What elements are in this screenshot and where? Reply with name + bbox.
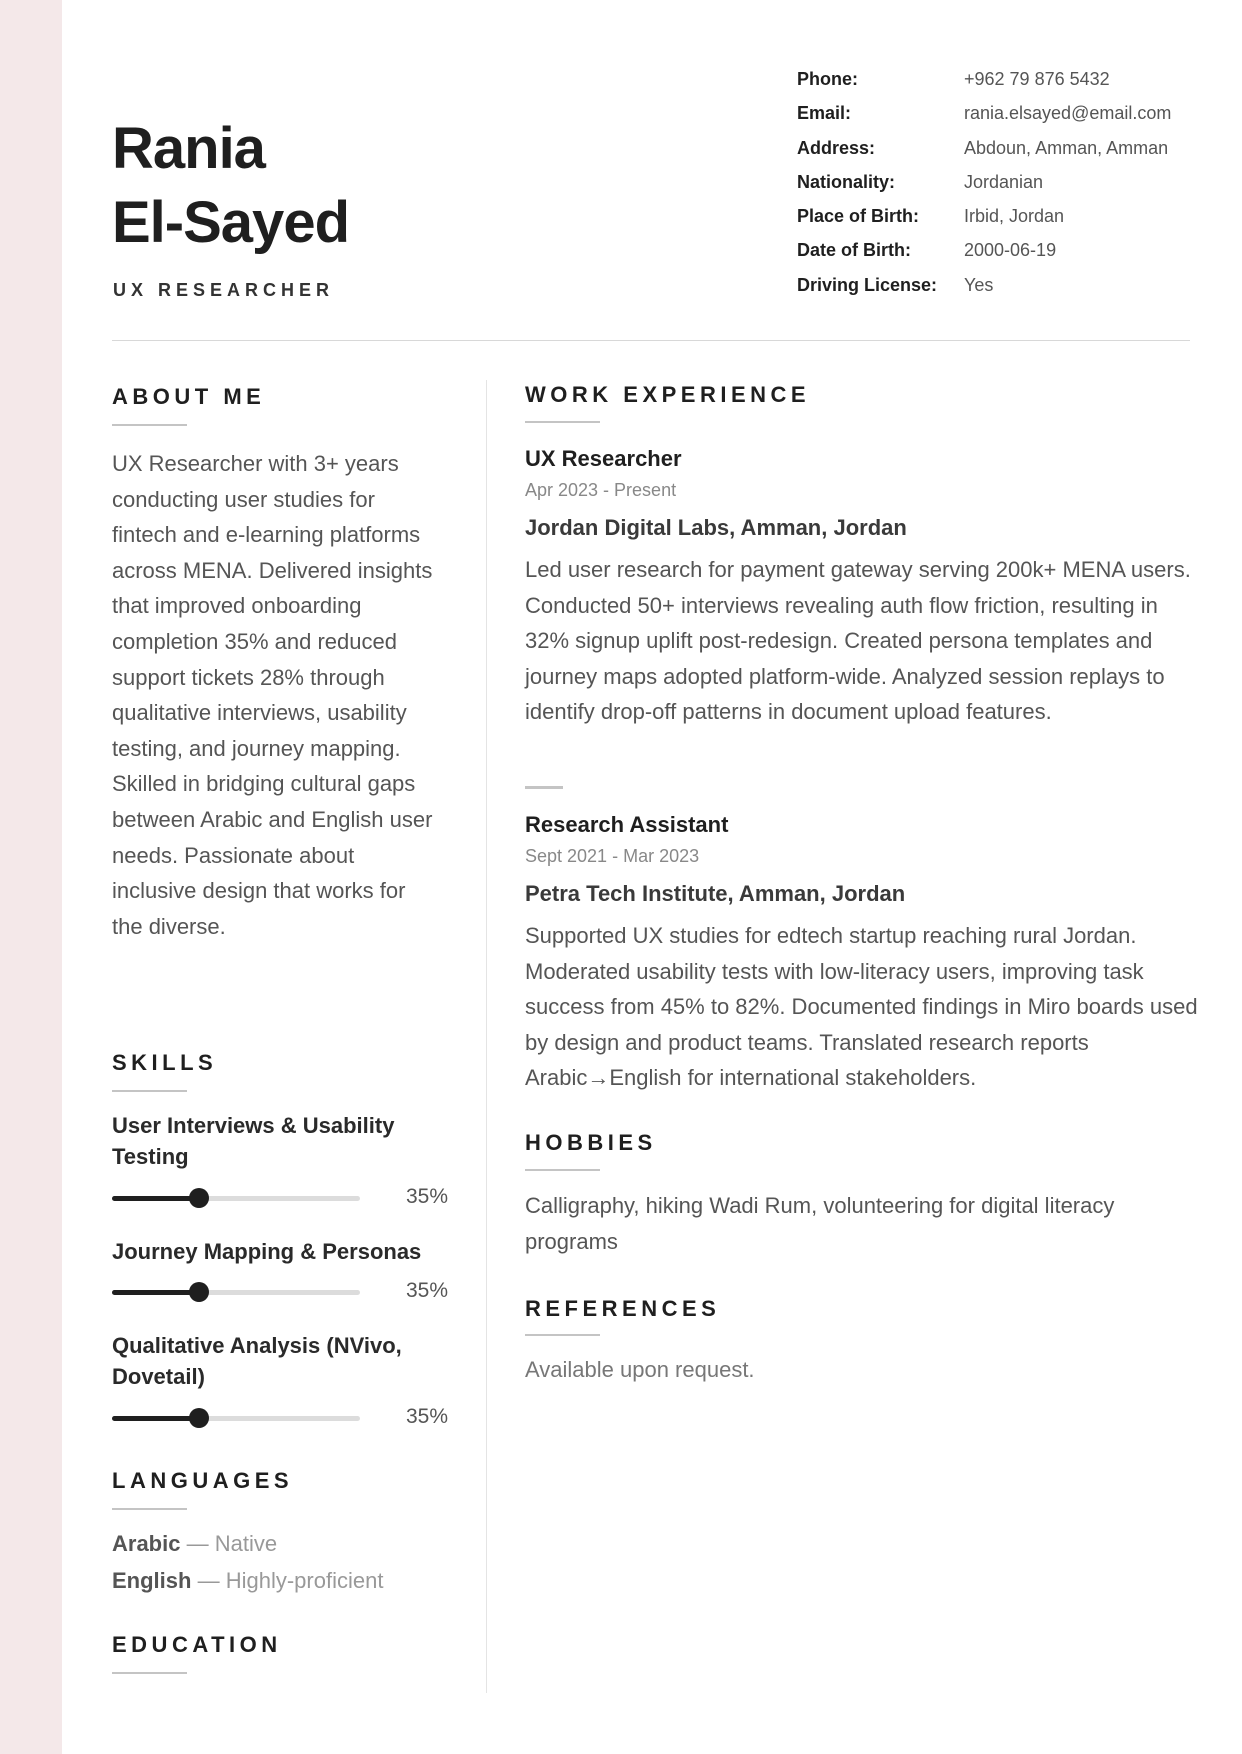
contact-row-phone: [797, 66, 1197, 100]
job-title: UX Researcher: [525, 446, 682, 471]
header-divider: [112, 340, 1190, 341]
job-dates: Apr 2023 - Present: [525, 480, 677, 500]
work-underline: [525, 421, 600, 423]
skill-item: [112, 1110, 448, 1208]
contact-row-email: [797, 100, 1197, 134]
skill-item: [112, 1330, 448, 1428]
contact-row-birthdate: [797, 237, 1197, 271]
job-description: Supported UX studies for edtech startup reaching rural Jordan. Moderated usability tests with low-literacy users, improving task success from 45% to 82%. Documented findings in Miro boards used by design and product teams. Translated research reports Arabic→English for international stakeholders.: [525, 923, 1198, 1091]
skill-level-knob: [189, 1408, 209, 1428]
contact-label: Date of Birth:: [797, 240, 911, 261]
language-name: English: [112, 1568, 192, 1593]
about-text: UX Researcher with 3+ years conducting user studies for fintech and e-learning platforms across MENA. Delivered insights that improved onboarding completion 35% and reduced support tickets 28% through qualitative interviews, usability testing, and journey mapping. Skilled in bridging cultural gaps between Arabic and English user needs. Passionate about inclusive design that works for the diverse.: [112, 451, 433, 939]
skills-underline: [112, 1090, 187, 1092]
references-heading: REFERENCES: [525, 1296, 721, 1321]
skills-heading: SKILLS: [112, 1050, 218, 1075]
job-title: Research Assistant: [525, 812, 729, 837]
address-value: Abdoun, Amman, Amman: [964, 137, 1169, 158]
job-title-heading: UX RESEARCHER: [113, 280, 335, 300]
skill-level-knob: [189, 1282, 209, 1302]
language-item: English — Highly-proficient: [112, 1568, 384, 1593]
skill-level-bar: [112, 1416, 360, 1421]
phone-value: +962 79 876 5432: [964, 69, 1110, 89]
job-company: Jordan Digital Labs, Amman, Jordan: [525, 515, 907, 540]
contact-label: Address:: [797, 137, 876, 158]
license-value: Yes: [964, 274, 994, 295]
job-description: Led user research for payment gateway serving 200k+ MENA users. Conducted 50+ interviews revealing auth flow friction, resulting in 32% signup uplift post-redesign. Created persona templates and journey maps adopted platform-wide. Analyzed session replays to identify drop-off patterns in document upload features.: [525, 557, 1191, 725]
contact-info: [797, 66, 1197, 306]
skill-level-bar: [112, 1196, 360, 1201]
skill-item: [112, 1236, 448, 1302]
language-level: Native: [214, 1531, 278, 1556]
about-heading: ABOUT ME: [112, 384, 266, 409]
contact-label: Driving License:: [797, 274, 938, 295]
skill-percent: 35%: [405, 1279, 448, 1302]
nationality-value: Jordanian: [964, 171, 1044, 192]
work-heading: WORK EXPERIENCE: [525, 382, 811, 407]
references-underline: [525, 1334, 600, 1336]
skill-level-fill: [112, 1416, 199, 1421]
references-text: Available upon request.: [525, 1357, 755, 1382]
skill-level-fill: [112, 1290, 199, 1295]
contact-row-birthplace: [797, 203, 1197, 237]
skill-percent: 35%: [405, 1405, 448, 1428]
hobbies-heading: HOBBIES: [525, 1130, 657, 1155]
skill-percent: 35%: [405, 1185, 448, 1208]
birthplace-value: Irbid, Jordan: [964, 206, 1065, 227]
job-separator: [525, 786, 563, 789]
accent-sidebar-bar: [0, 0, 62, 1754]
skill-name: Qualitative Analysis (NVivo, Dovetail): [112, 1333, 402, 1389]
job-dates: Sept 2021 - Mar 2023: [525, 846, 700, 866]
job-company: Petra Tech Institute, Amman, Jordan: [525, 881, 906, 906]
language-level: Highly-proficient: [225, 1568, 384, 1593]
contact-row-license: [797, 272, 1197, 306]
hobbies-text: Calligraphy, hiking Wadi Rum, volunteering for digital literacy programs: [525, 1193, 1115, 1254]
languages-heading: LANGUAGES: [112, 1468, 294, 1493]
contact-label: Place of Birth:: [797, 206, 920, 227]
hobbies-underline: [525, 1169, 600, 1171]
column-divider: [486, 380, 487, 1693]
education-underline: [112, 1672, 187, 1674]
last-name: El-Sayed: [112, 190, 349, 255]
contact-label: Email:: [797, 103, 852, 124]
contact-label: Nationality:: [797, 171, 896, 192]
first-name: Rania: [112, 116, 265, 181]
language-name: Arabic: [112, 1531, 181, 1556]
skill-name: Journey Mapping & Personas: [112, 1239, 422, 1264]
birthdate-value: 2000-06-19: [964, 240, 1057, 261]
skill-name: User Interviews & Usability Testing: [112, 1113, 395, 1169]
skill-level-fill: [112, 1196, 199, 1201]
about-underline: [112, 424, 187, 426]
skill-level-bar: [112, 1290, 360, 1295]
contact-label: Phone:: [797, 69, 858, 89]
education-heading: EDUCATION: [112, 1632, 282, 1657]
skill-level-knob: [189, 1188, 209, 1208]
contact-row-nationality: [797, 169, 1197, 203]
contact-row-address: [797, 135, 1197, 169]
language-item: Arabic — Native: [112, 1531, 278, 1556]
languages-underline: [112, 1508, 187, 1510]
candidate-name: [112, 112, 349, 260]
email-value: rania.elsayed@email.com: [964, 103, 1172, 124]
